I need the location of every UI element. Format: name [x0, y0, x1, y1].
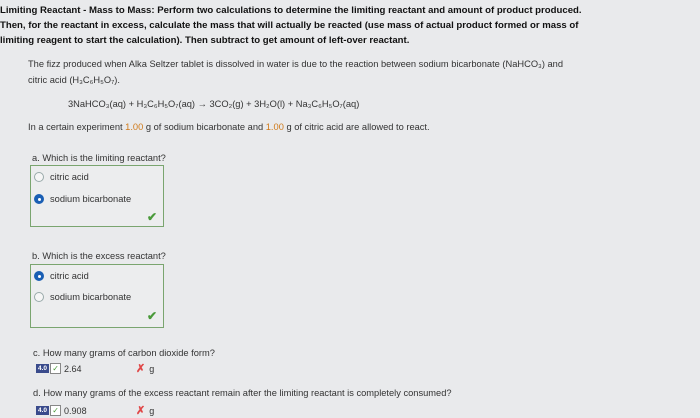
question-b-answer-box: [30, 264, 164, 328]
question-b-prompt: b. Which is the excess reactant?: [32, 251, 166, 261]
question-d-unit: g: [149, 405, 155, 416]
instructions-header: [0, 3, 690, 48]
question-d-answer-value[interactable]: 0.908: [64, 405, 87, 416]
question-b-option-sodium-bicarbonate[interactable]: [34, 292, 131, 302]
experiment-text-mid: g of sodium bicarbonate and: [143, 122, 266, 132]
question-c-prompt: c. How many grams of carbon dioxide form?: [33, 348, 215, 358]
question-c-unit: g: [149, 363, 155, 374]
score-badge: 4.0: [38, 365, 48, 372]
question-a-prompt: a. Which is the limiting reactant?: [32, 153, 166, 163]
mass-sodium-bicarbonate: 1.00: [125, 122, 144, 132]
experiment-text-pre: In a certain experiment: [28, 122, 126, 132]
header-line-1: Limiting Reactant - Mass to Mass: Perform two calculations to determine the limiting reactant and amount of product produced.: [0, 5, 582, 16]
header-line-3: limiting reagent to start the calculation). Then subtract to get amount of left-over reactant.: [0, 35, 410, 46]
question-c-answer-value[interactable]: 2.64: [64, 363, 82, 374]
checkbox-check-icon: ✓: [50, 363, 61, 374]
checkbox-check-icon: ✓: [50, 405, 61, 416]
option-label: citric acid: [50, 271, 89, 281]
question-c-answer-row: [36, 362, 154, 375]
intro-line-2: citric acid (H₃C₆H₅O₇).: [28, 75, 120, 85]
incorrect-x-icon: ✗: [136, 405, 146, 417]
score-badge: 4.0: [38, 407, 48, 414]
question-a-option-sodium-bicarbonate[interactable]: [34, 194, 131, 204]
header-line-2: Then, for the reactant in excess, calculate the mass that will actually be reacted (use mass of actual product formed or mass of: [0, 20, 579, 31]
mass-citric-acid: 1.00: [265, 122, 284, 132]
reaction-equation: 3NaHCO₃(aq) + H₃C₆H₅O₇(aq) → 3CO₂(g) + 3H₂O(l) + Na₃C₆H₅O₇(aq): [68, 99, 360, 109]
experiment-text-post: g of citric acid are allowed to react.: [283, 122, 430, 132]
question-a-answer-box: [30, 165, 164, 227]
radio-selected-icon[interactable]: [34, 271, 44, 281]
question-d-answer-row: [36, 404, 154, 417]
radio-selected-icon[interactable]: [34, 194, 44, 204]
option-label: sodium bicarbonate: [50, 292, 132, 302]
correct-check-icon: ✔: [147, 309, 158, 323]
radio-unselected-icon[interactable]: [34, 292, 44, 302]
question-a-option-citric-acid[interactable]: [34, 172, 89, 182]
option-label: citric acid: [50, 172, 89, 182]
incorrect-x-icon: ✗: [136, 363, 146, 375]
radio-unselected-icon[interactable]: [34, 172, 44, 182]
question-d-prompt: d. How many grams of the excess reactant remain after the limiting reactant is completely consumed?: [33, 388, 452, 398]
experiment-statement: [28, 121, 430, 133]
intro-line-1: The fizz produced when Alka Seltzer tablet is dissolved in water is due to the reaction between sodium bicarbonate (NaHCO₃) and: [28, 59, 564, 69]
correct-check-icon: ✔: [147, 210, 158, 224]
question-b-option-citric-acid[interactable]: [34, 271, 89, 281]
option-label: sodium bicarbonate: [50, 194, 132, 204]
